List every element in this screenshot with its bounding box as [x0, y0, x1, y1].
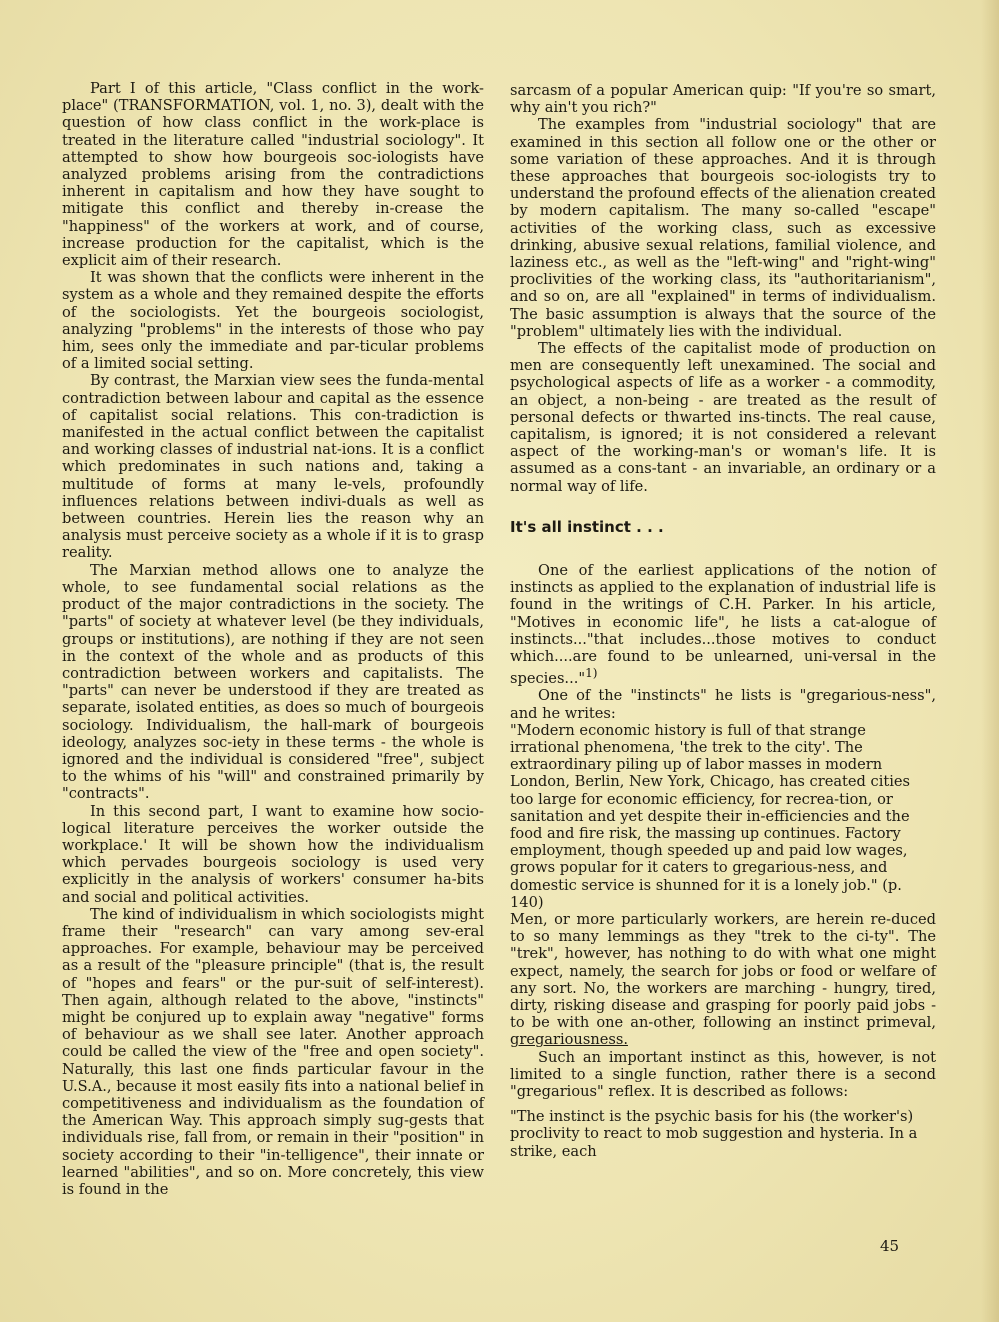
- paragraph: One of the "instincts" he lists is "gregarious-ness", and he writes:: [510, 687, 936, 722]
- paragraph: The examples from "industrial sociology" that are examined in this section all follow one or the other or some variation of these approaches. And it is through these approaches that bourgeois soc-iologists try to understand the profound effects of the alienation created by modern capitalism. The many so-called "escape" activities of the working class, such as excessive drinking, abusive sexual relations, familial violence, and laziness etc., as well as the "left-wing" and "right-wing" proclivities of the working class, its "authoritarianism", and so on, are all "explained" in terms of individualism. The basic assumption is always that the source of the "problem" ultimately lies with the individual.: [510, 116, 936, 340]
- underlined-word: gregariousness.: [510, 1031, 628, 1049]
- paragraph: sarcasm of a popular American quip: "If you're so smart, why ain't you rich?": [510, 82, 936, 117]
- block-quote: "Modern economic history is full of that strange irrational phenomena, 'the trek to the city'. The extraordinary piling up of labor masses in modern London, Berlin, New York, Chicago, has created cities too large for economic efficiency, for recrea-tion, or sanitation and yet despite their in-efficiencies and the food and fire risk, the massing up continues. Factory employment, though speeded up and paid low wages, grows popular for it caters to gregarious-ness, and domestic service is shunned for it is a lonely job." (p. 140): [510, 721, 911, 911]
- section-heading: It's all instinct . . .: [510, 517, 664, 536]
- right-column: [510, 82, 936, 1160]
- paragraph: [510, 911, 936, 1049]
- block-quote: "The instinct is the psychic basis for his (the worker's) proclivity to react to mob suggestion and hysteria. In a strike, each: [510, 1108, 918, 1160]
- page-number: 45: [880, 1237, 900, 1255]
- page-edge-shadow: [981, 0, 999, 1322]
- paragraph: Part I of this article, "Class conflict in the work-place" (TRANSFORMATION, vol. 1, no. 3), dealt with the question of how class conflict in the work-place is treated in the literature called "industrial sociology". It attempted to show how bourgeois soc-iologists have analyzed problems arising from the contradictions inherent in capitalism and how they have sought to mitigate this conflict and thereby in-crease the "happiness" of the workers at work, and of course, increase production for the capitalist, which is the explicit aim of their research.: [62, 80, 484, 270]
- paragraph: The Marxian method allows one to analyze the whole, to see fundamental social relations as the product of the major contradictions in the society. The "parts" of society at whatever level (be they individuals, groups or institutions), are nothing if they are not seen in the context of the whole and as products of this contradiction between workers and capitalists. The "parts" can never be understood if they are treated as separate, isolated entities, as does so much of bourgeois sociology. Individualism, the hall-mark of bourgeois ideology, analyzes soc-iety in these terms - the whole is ignored and the individual is considered "free", subject to the whims of his "will" and constrained primarily by "contracts".: [62, 561, 484, 803]
- footnote-ref: 1): [585, 666, 598, 681]
- paragraph: The kind of individualism in which sociologists might frame their "research" can vary among sev-eral approaches. For example, behaviour may be perceived as a result of the "pleasure principle" (that is, the result of "hopes and fears" or the pur-suit of self-interest). Then again, although related to the above, "instincts" might be conjured up to explain away "negative" forms of behaviour as we shall see later. Another approach could be called the view of the "free and open society". Naturally, this last one finds particular favour in the U.S.A., because it most easily fits into a national belief in competitiveness and individualism as the foundation of the American Way. This approach simply sug-gests that individuals rise, fall from, or remain in their "position" in society according to their "in-telligence", their innate or learned "abilities", and so on. More concretely, this view is found in the: [62, 905, 484, 1198]
- paragraph: [510, 562, 936, 687]
- paragraph: The effects of the capitalist mode of production on men are consequently left unexamined. The social and psychological aspects of life as a worker - a commodity, an object, a non-being - are treated as the result of personal defects or thwarted ins-tincts. The real cause, capitalism, is ignored; it is not considered a relevant aspect of the working-man's or woman's life. It is assumed as a cons-tant - an invariable, an ordinary or a normal way of life.: [510, 340, 936, 495]
- paragraph: It was shown that the conflicts were inherent in the system as a whole and they remained despite the efforts of the sociologists. Yet the bourgeois sociologist, analyzing "problems" in the interests of those who pay him, sees only the immediate and par-ticular problems of a limited social setting.: [62, 269, 484, 373]
- paragraph: In this second part, I want to examine how socio-logical literature perceives the worker outside the workplace.' It will be shown how the individualism which pervades bourgeois sociology is used very explicitly in the analysis of workers' consumer ha-bits and social and political activities.: [62, 802, 484, 906]
- paragraph: Such an important instinct as this, however, is not limited to a single function, rather there is a second "gregarious" reflex. It is described as follows:: [510, 1048, 936, 1101]
- paragraph-text: One of the earliest applications of the notion of instincts as applied to the explanation of industrial life is found in the writings of C.H. Parker. In his article, "Motives in economic life", he lists a cat-alogue of instincts..."that includes...those motives to conduct which....are found to be unlearned, uni-versal in the species...": [510, 562, 936, 688]
- paragraph-text: Men, or more particularly workers, are herein re-duced to so many lemmings as they "trek to the ci-ty". The "trek", however, has nothing to do with what one might expect, namely, the search for jobs or food or welfare of any sort. No, the workers are marching - hungry, tired, dirty, risking disease and grasping for poorly paid jobs - to be with one an-other, following an instinct primeval,: [510, 911, 936, 1032]
- left-column: [62, 80, 484, 1198]
- paragraph: By contrast, the Marxian view sees the funda-mental contradiction between labour and capital as the essence of capitalist social relations. This con-tradiction is manifested in the actual conflict between the capitalist and working classes of industrial nat-ions. It is a conflict which predominates in such nations and, taking a multitude of forms at many le-vels, profoundly influences relations between indivi-duals as well as between countries. Herein lies the reason why an analysis must perceive society as a whole if it is to grasp reality.: [62, 372, 484, 562]
